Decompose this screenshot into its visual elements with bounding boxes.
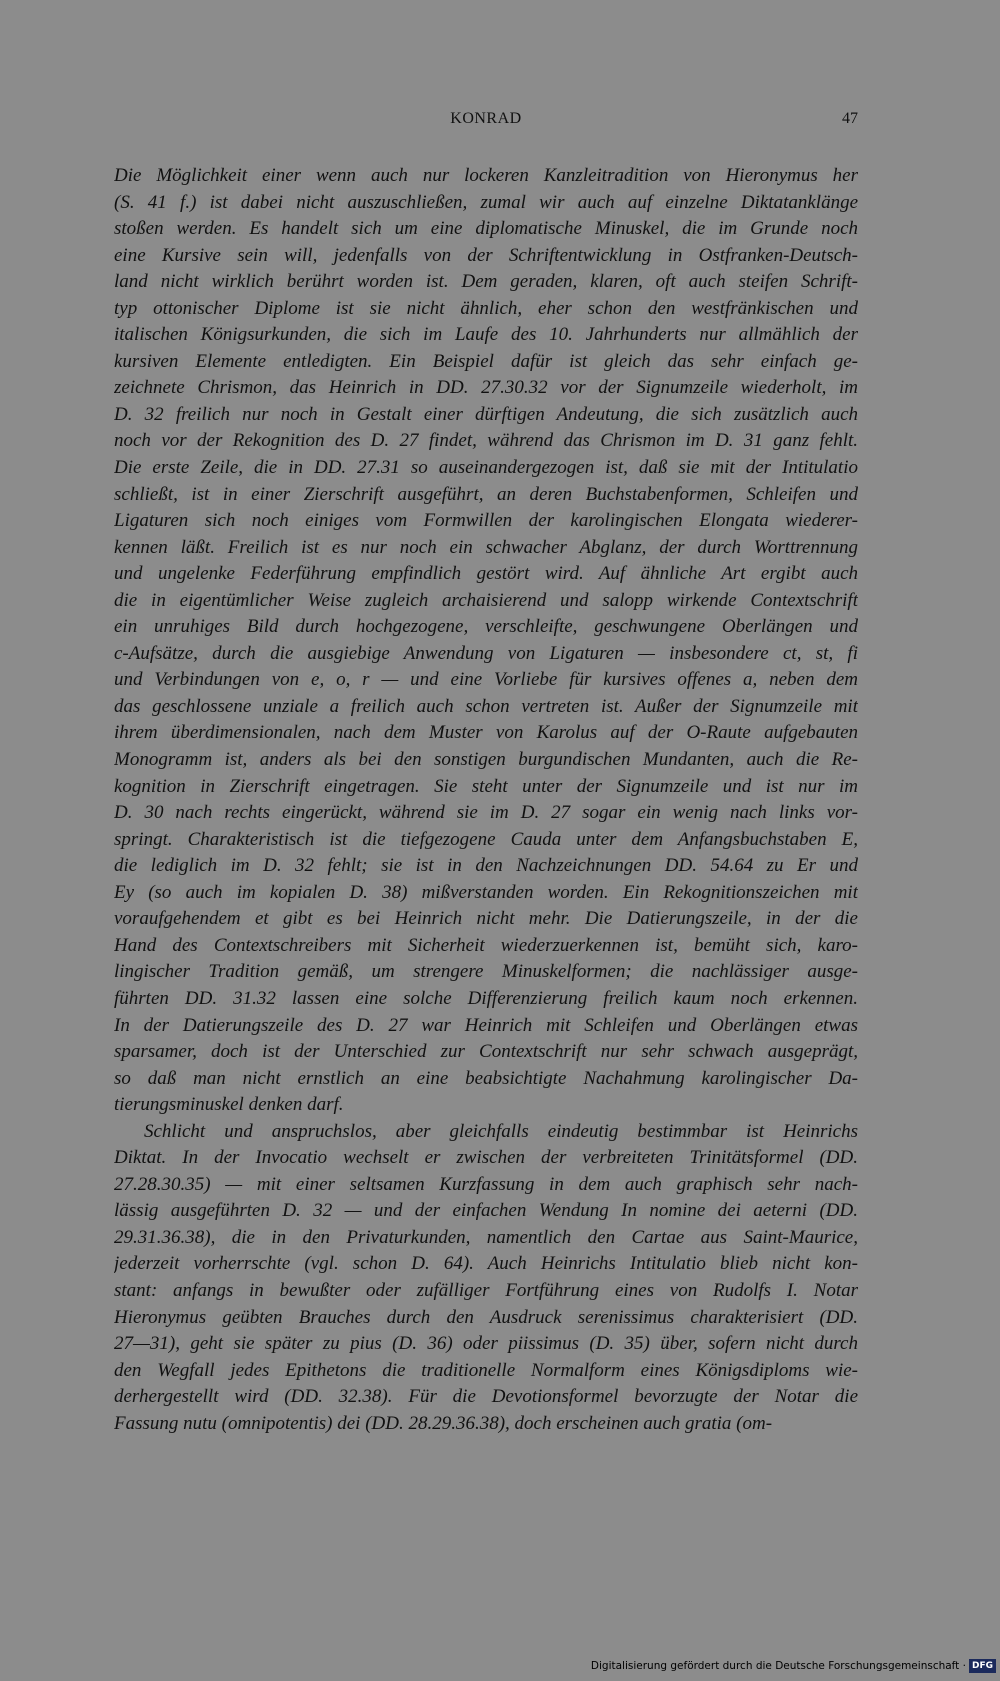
text-line: In der Datierungszeile des D. 27 war Heinrich mit Schleifen und Oberlängen etwas — [114, 1014, 858, 1036]
text-line: Fassung nutu (omnipotentis) dei (DD. 28.29.36.38), doch erscheinen auch gratia (om- — [114, 1412, 773, 1434]
text-line: lässig ausgeführten D. 32 — und der einfachen Wendung In nomine dei aeterni (DD. — [114, 1200, 858, 1222]
text-line: typ ottonischer Diplome ist sie nicht ähnlich, eher schon den westfränkischen und — [114, 297, 858, 319]
text-line: und ungelenke Federführung empfindlich gestört wird. Auf ähnliche Art ergibt auch — [114, 563, 858, 585]
text-line: Diktat. In der Invocatio wechselt er zwischen der verbreiteten Trinitätsformel (DD. — [114, 1147, 858, 1169]
text-line: voraufgehendem et gibt es bei Heinrich nicht mehr. Die Datierungszeile, in der die — [114, 908, 858, 930]
page-number: 47 — [842, 110, 858, 127]
text-line: eine Kursive sein will, jedenfalls von der Schriftentwicklung in Ostfranken-Deutsch- — [114, 244, 858, 266]
text-line: c-Aufsätze, durch die ausgiebige Anwendung von Ligaturen — insbesondere ct, st, fi — [114, 642, 858, 664]
text-line: (S. 41 f.) ist dabei nicht auszuschließen, zumal wir auch auf einzelne Diktatanklänge — [114, 191, 858, 213]
text-line: Hieronymus geübten Brauches durch den Ausdruck serenissimus charakterisiert (DD. — [114, 1306, 858, 1328]
text-line: stant: anfangs in bewußter oder zufälliger Fortführung eines von Rudolfs I. Notar — [114, 1279, 858, 1301]
text-line: schließt, ist in einer Zierschrift ausgeführt, an deren Buchstabenformen, Schleifen und — [114, 483, 858, 505]
digitization-credit — [591, 1659, 996, 1673]
text-line: den Wegfall jedes Epithetons die traditionelle Normalform eines Königsdiploms wie- — [114, 1359, 858, 1381]
text-line: führten DD. 31.32 lassen eine solche Differenzierung freilich kaum noch erkennen. — [114, 987, 858, 1009]
text-line: zeichnete Chrismon, das Heinrich in DD. 27.30.32 vor der Signumzeile wiederholt, im — [114, 377, 858, 399]
text-line: derhergestellt wird (DD. 32.38). Für die Devotionsformel bevorzugte der Notar die — [114, 1386, 858, 1408]
page-header — [114, 110, 858, 138]
text-line: Monogramm ist, anders als bei den sonstigen burgundischen Mundanten, auch die Re- — [114, 749, 858, 771]
text-line: D. 32 freilich nur noch in Gestalt einer dürftigen Andeutung, die sich zusätzlich auch — [114, 403, 858, 425]
running-title: KONRAD — [450, 110, 522, 127]
text-line: ihrem überdimensionalen, nach dem Muster von Karolus auf der O-Raute aufgebauten — [114, 722, 858, 744]
text-line: kognition in Zierschrift eingetragen. Sie steht unter der Signumzeile und ist nur im — [114, 775, 858, 797]
paragraph — [114, 163, 858, 1119]
paragraph — [114, 1119, 858, 1438]
credit-text: Digitalisierung gefördert durch die Deutsche Forschungsgemeinschaft · — [590, 1660, 966, 1672]
text-line: stoßen werden. Es handelt sich um eine diplomatische Minuskel, die im Grunde noch — [114, 218, 858, 240]
text-line: tierungsminuskel denken darf. — [114, 1094, 344, 1116]
text-line: Die Möglichkeit einer wenn auch nur lockeren Kanzleitradition von Hieronymus her — [114, 165, 858, 186]
text-line: lingischer Tradition gemäß, um strengere Minuskelformen; die nachlässiger ausge- — [114, 961, 858, 983]
text-line: italischen Königsurkunden, die sich im Laufe des 10. Jahrhunderts nur allmählich der — [114, 324, 858, 346]
text-line: 27.28.30.35) — mit einer seltsamen Kurzfassung in dem auch graphisch sehr nach- — [114, 1173, 858, 1195]
text-line: noch vor der Rekognition des D. 27 findet, während das Chrismon im D. 31 ganz fehlt. — [114, 430, 858, 452]
text-line: und Verbindungen von e, o, r — und eine Vorliebe für kursives offenes a, neben dem — [114, 669, 858, 691]
text-line: das geschlossene unziale a freilich auch schon vertreten ist. Außer der Signumzeile mit — [114, 695, 858, 717]
text-line: sparsamer, doch ist der Unterschied zur Contextschrift nur sehr schwach ausgeprägt, — [114, 1041, 858, 1063]
text-line: springt. Charakteristisch ist die tiefgezogene Cauda unter dem Anfangsbuchstaben E, — [114, 828, 858, 850]
text-line: D. 30 nach rechts eingerückt, während sie im D. 27 sogar ein wenig nach links vor- — [114, 802, 858, 824]
text-line: die in eigentümlicher Weise zugleich archaisierend und salopp wirkende Contextschrift — [114, 589, 858, 611]
text-line: ein unruhiges Bild durch hochgezogene, verschleifte, geschwungene Oberlängen und — [114, 616, 858, 638]
text-line: Schlicht und anspruchslos, aber gleichfalls eindeutig bestimmbar ist Heinrichs — [144, 1120, 858, 1142]
text-line: kennen läßt. Freilich ist es nur noch ein schwacher Abglanz, der durch Worttrennung — [114, 536, 858, 558]
text-line: land nicht wirklich berührt worden ist. Dem geraden, klaren, oft auch steifen Schrift- — [114, 271, 858, 293]
text-line: Die erste Zeile, die in DD. 27.31 so auseinandergezogen ist, daß sie mit der Intitulatio — [114, 457, 858, 479]
text-line: jederzeit vorherrschte (vgl. schon D. 64). Auch Heinrichs Intitulatio blieb nicht kon- — [114, 1253, 858, 1275]
dfg-logo: DFG — [969, 1659, 996, 1673]
body-text — [114, 163, 858, 1437]
text-line: kursiven Elemente entledigten. Ein Beispiel dafür ist gleich das sehr einfach ge- — [114, 350, 858, 372]
text-line: 29.31.36.38), die in den Privaturkunden, namentlich den Cartae aus Saint-Maurice, — [114, 1226, 858, 1248]
text-line: Hand des Contextschreibers mit Sicherheit wiederzuerkennen ist, bemüht sich, karo- — [114, 934, 858, 956]
text-line: Ey (so auch im kopialen D. 38) mißverstanden worden. Ein Rekognitionszeichen mit — [114, 881, 858, 903]
text-line: die lediglich im D. 32 fehlt; sie ist in den Nachzeichnungen DD. 54.64 zu Er und — [114, 855, 858, 877]
text-line: 27—31), geht sie später zu pius (D. 36) oder piissimus (D. 35) über, sofern nicht durch — [114, 1333, 858, 1355]
text-line: so daß man nicht ernstlich an eine beabsichtigte Nachahmung karolingischer Da- — [114, 1067, 858, 1089]
text-line: Ligaturen sich noch einiges vom Formwillen der karolingischen Elongata wiederer- — [114, 510, 858, 532]
